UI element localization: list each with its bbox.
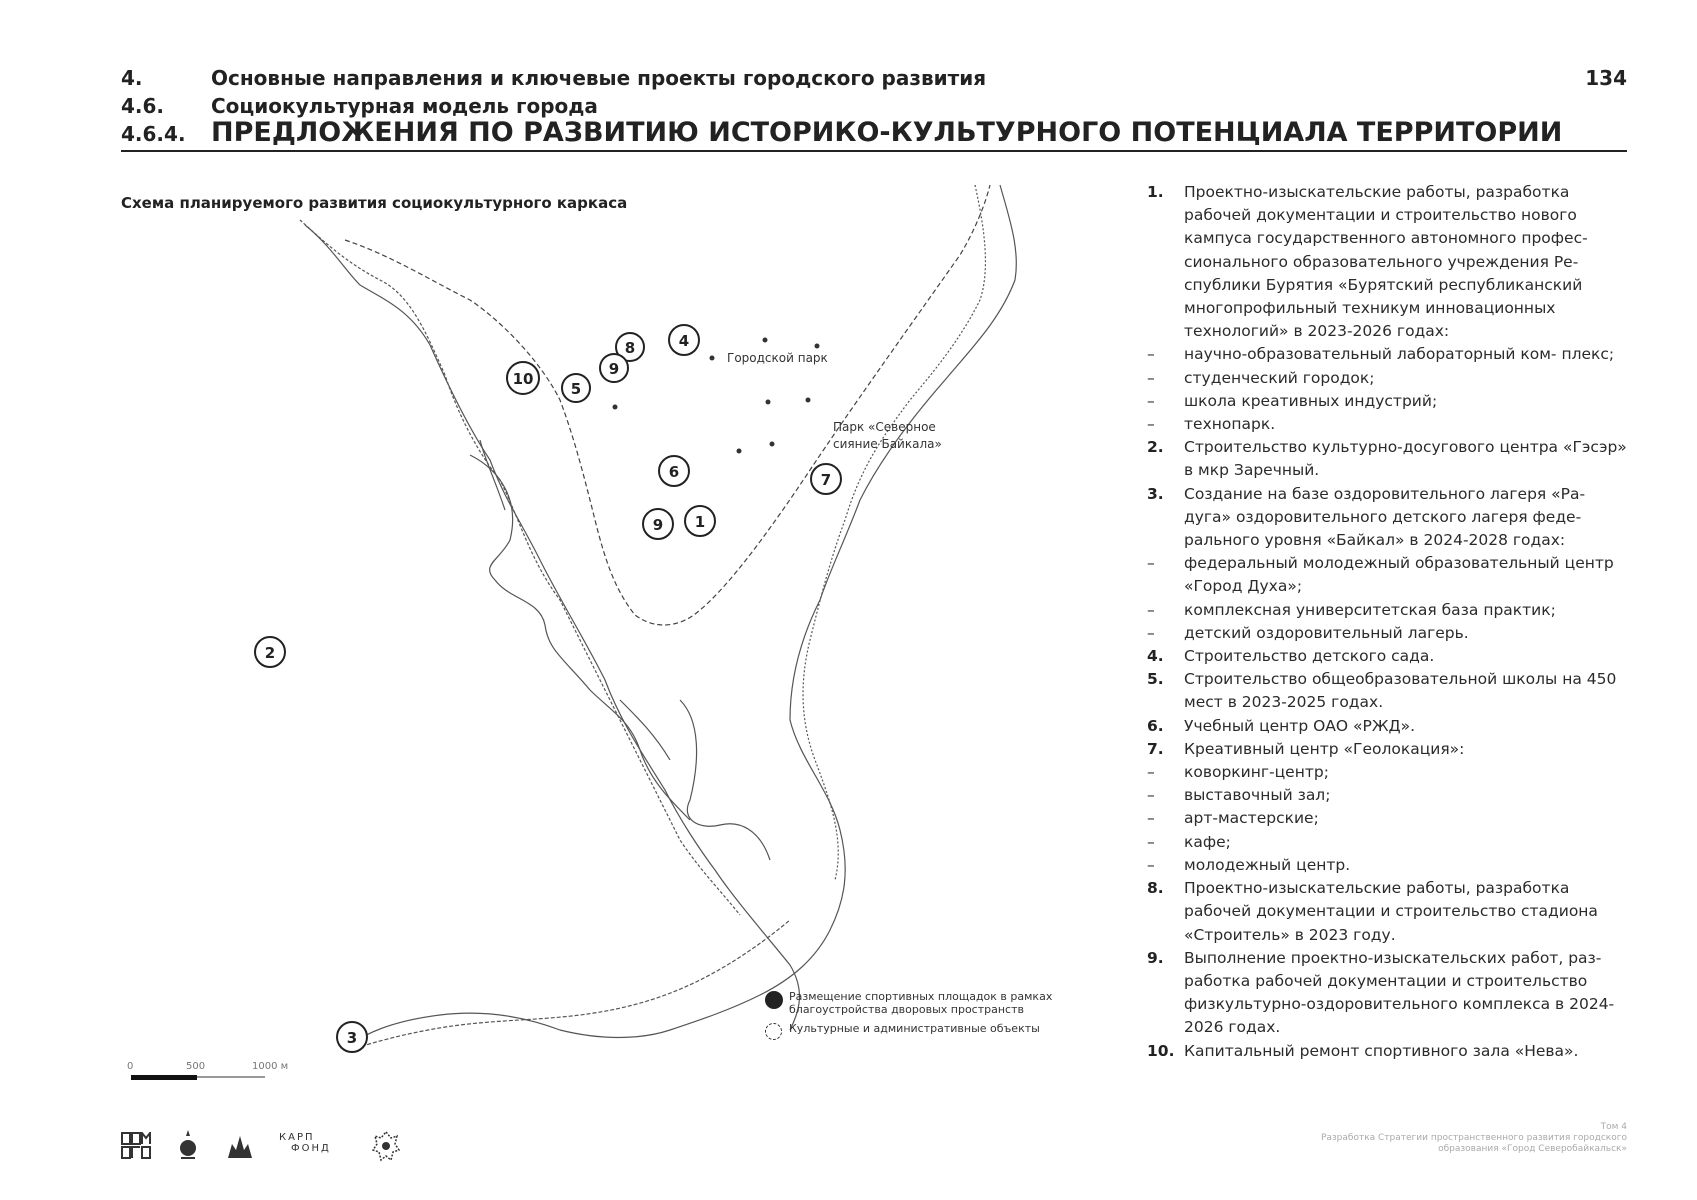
label-park-severnoe-2: сияние Байкала»: [833, 437, 942, 451]
marker-6[interactable]: [659, 456, 689, 486]
map-title: Схема планируемого развития социокультурного каркаса: [121, 194, 628, 212]
karp-fond-line-1: КАРП: [279, 1132, 315, 1143]
map-dot: [815, 344, 820, 349]
list-item: [1147, 761, 1627, 784]
list-text: Проектно-изыскательские работы, разработка рабочей документации и строительство стадиона «Строитель» в 2023 году.: [1184, 879, 1598, 944]
svg-text:9: 9: [652, 516, 664, 534]
list-text: Строительство культурно-досугового центра «Гэсэр» в мкр Заречный.: [1184, 438, 1627, 480]
list-marker: 3.: [1147, 484, 1164, 503]
svg-text:9: 9: [608, 360, 620, 378]
list-text: технопарк.: [1184, 415, 1276, 434]
list-item: [1147, 367, 1627, 390]
footer-line: образования «Город Северобайкальск»: [1438, 1144, 1627, 1154]
svg-text:3: 3: [346, 1029, 358, 1047]
list-marker: –: [1147, 391, 1155, 410]
list-marker: –: [1147, 554, 1155, 573]
list-text: федеральный молодежный образовательный центр «Город Духа»;: [1184, 554, 1614, 596]
map-dot: [806, 398, 811, 403]
river-loop-2: [680, 700, 770, 860]
list-item: [1147, 947, 1627, 1040]
list-marker: 4.: [1147, 647, 1164, 666]
map-dot: [763, 338, 768, 343]
list-marker: –: [1147, 623, 1155, 642]
page-title: ПРЕДЛОЖЕНИЯ ПО РАЗВИТИЮ ИСТОРИКО-КУЛЬТУРНОГО ПОТЕНЦИАЛА ТЕРРИТОРИИ: [211, 117, 1563, 148]
list-marker: 8.: [1147, 879, 1164, 898]
chapter-title: Основные направления и ключевые проекты городского развития: [211, 66, 987, 90]
list-item: [1147, 854, 1627, 877]
list-text: детский оздоровительный лагерь.: [1184, 623, 1469, 642]
list-marker: 5.: [1147, 670, 1164, 689]
section-title: Социокультурная модель города: [211, 94, 598, 118]
creek: [480, 440, 505, 510]
legend-culture: [765, 1022, 1089, 1035]
list-item: [1147, 738, 1627, 761]
list-item: [1147, 413, 1627, 436]
list-marker: –: [1147, 368, 1155, 387]
river-line-west: [305, 225, 799, 1030]
city-boundary: [345, 185, 990, 625]
label-park-severnoe-1: Парк «Северное: [833, 420, 936, 434]
list-text: Капитальный ремонт спортивного зала «Нева».: [1184, 1041, 1579, 1060]
coast-line: [350, 920, 790, 1050]
list-item: [1147, 343, 1627, 366]
list-item: [1147, 483, 1627, 553]
list-text: Строительство детского сада.: [1184, 647, 1435, 666]
creek-2: [620, 700, 670, 760]
list-text: Создание на базе оздоровительного лагеря «Ра- дуга» оздоровительного детского лагеря феде- рального уровня «Байкал» в 2024-2028 годах:: [1184, 484, 1586, 550]
page-number: 134: [1585, 66, 1627, 90]
map-dot: [613, 405, 618, 410]
footer-note: [1207, 1122, 1627, 1155]
marker-10[interactable]: [507, 362, 539, 394]
list-text: Выполнение проектно-изыскательских работ, раз- работка рабочей документации и строительство физкультурно-оздоровительного комплекса в 2024-2026 годах.: [1184, 948, 1615, 1037]
river-line-east-2: [803, 185, 985, 880]
svg-text:5: 5: [570, 380, 582, 398]
karp-fond-logo: [279, 1132, 331, 1154]
svg-text:8: 8: [624, 339, 636, 357]
footer-line: Разработка Стратегии пространственного развития городского: [1320, 1133, 1627, 1143]
list-text: выставочный зал;: [1184, 786, 1331, 805]
marker-9[interactable]: [600, 354, 628, 382]
list-text: арт-мастерские;: [1184, 809, 1319, 828]
list-text: Учебный центр ОАО «РЖД».: [1184, 716, 1416, 735]
list-marker: –: [1147, 809, 1155, 828]
svg-text:10: 10: [512, 370, 534, 388]
marker-1[interactable]: [685, 506, 715, 536]
list-item: [1147, 181, 1627, 343]
map-dot: [737, 449, 742, 454]
map-legend: [765, 990, 1089, 1041]
list-item: [1147, 390, 1627, 413]
river-line-west-inner: [300, 220, 740, 915]
svg-text:2: 2: [264, 644, 276, 662]
list-marker: –: [1147, 345, 1155, 364]
marker-9b[interactable]: [643, 509, 673, 539]
svg-text:6: 6: [668, 463, 680, 481]
marker-3[interactable]: [337, 1022, 367, 1052]
emblem-icon: [178, 1128, 198, 1162]
list-item: [1147, 1040, 1627, 1063]
filled-circle-icon: [765, 991, 783, 1009]
label-gorodskoy-park: Городской парк: [727, 351, 828, 365]
city-coat-of-arms-icon: [371, 1130, 401, 1162]
svg-text:1: 1: [694, 513, 706, 531]
subsection-number: 4.6.4.: [121, 122, 186, 146]
list-marker: 9.: [1147, 948, 1164, 967]
list-marker: 6.: [1147, 716, 1164, 735]
scale-label-mid: 500: [186, 1061, 206, 1072]
projects-list: [1147, 181, 1627, 1063]
list-text: Строительство общеобразовательной школы на 450 мест в 2023-2025 годах.: [1184, 670, 1617, 712]
marker-2[interactable]: [255, 637, 285, 667]
scale-bar: [127, 1061, 288, 1080]
river-line-east: [350, 185, 1016, 1045]
legend-sports: [765, 990, 1089, 1016]
map-dot: [770, 442, 775, 447]
list-marker: 1.: [1147, 183, 1164, 201]
list-item: [1147, 622, 1627, 645]
list-marker: –: [1147, 763, 1155, 782]
map-dot: [710, 356, 715, 361]
list-marker: –: [1147, 855, 1155, 874]
list-text: кафе;: [1184, 832, 1231, 851]
marker-5[interactable]: [562, 374, 590, 402]
list-marker: –: [1147, 832, 1155, 851]
list-marker: 2.: [1147, 438, 1164, 457]
list-text: коворкинг-центр;: [1184, 763, 1329, 782]
list-text: студенческий городок;: [1184, 368, 1375, 387]
list-item: [1147, 645, 1627, 668]
list-item: [1147, 807, 1627, 830]
list-marker: 10.: [1147, 1041, 1175, 1060]
list-item: [1147, 784, 1627, 807]
legend-sports-label: Размещение спортивных площадок в рамках благоустройства дворовых пространств: [789, 990, 1053, 1016]
domrf-logo-icon: [121, 1132, 151, 1160]
list-item: [1147, 436, 1627, 482]
svg-text:7: 7: [820, 471, 832, 489]
list-item: [1147, 831, 1627, 854]
list-marker: 7.: [1147, 739, 1164, 758]
list-marker: –: [1147, 786, 1155, 805]
chapter-number: 4.: [121, 66, 143, 90]
marker-4[interactable]: [669, 325, 699, 355]
list-marker: –: [1147, 600, 1155, 619]
section-number: 4.6.: [121, 94, 165, 118]
list-item: [1147, 668, 1627, 714]
list-text: школа креативных индустрий;: [1184, 391, 1438, 410]
partner-logos: [121, 1128, 421, 1164]
list-item: [1147, 599, 1627, 622]
scale-label-zero: 0: [127, 1061, 134, 1072]
scale-label-end: 1000 м: [252, 1061, 289, 1072]
svg-text:4: 4: [678, 332, 690, 350]
list-text: молодежный центр.: [1184, 855, 1351, 874]
list-text: научно-образовательный лабораторный ком- плекс;: [1184, 345, 1615, 364]
marker-7[interactable]: [811, 464, 841, 494]
list-item: [1147, 715, 1627, 738]
list-item: [1147, 877, 1627, 947]
buryatia-logo-icon: [226, 1130, 254, 1160]
list-text: Проектно-изыскательские работы, разработка рабочей документации и строительство нового кампуса государственного автономного профес- сионального образовательного учреждения Ре- спублики Бурятия «Бурятский республиканский многопрофильный техникум инновационных технологий» в 2023-2026 годах:: [1184, 183, 1588, 341]
footer-line: Том 4: [1600, 1122, 1627, 1132]
dashed-circle-icon: [765, 1023, 782, 1040]
legend-culture-label: Культурные и административные объекты: [789, 1022, 1040, 1035]
list-item: [1147, 552, 1627, 598]
list-marker: –: [1147, 415, 1155, 434]
map-dot: [766, 400, 771, 405]
list-text: Креативный центр «Геолокация»:: [1184, 739, 1465, 758]
karp-fond-line-2: ФОНД: [291, 1143, 331, 1154]
list-text: комплексная университетская база практик;: [1184, 600, 1556, 619]
